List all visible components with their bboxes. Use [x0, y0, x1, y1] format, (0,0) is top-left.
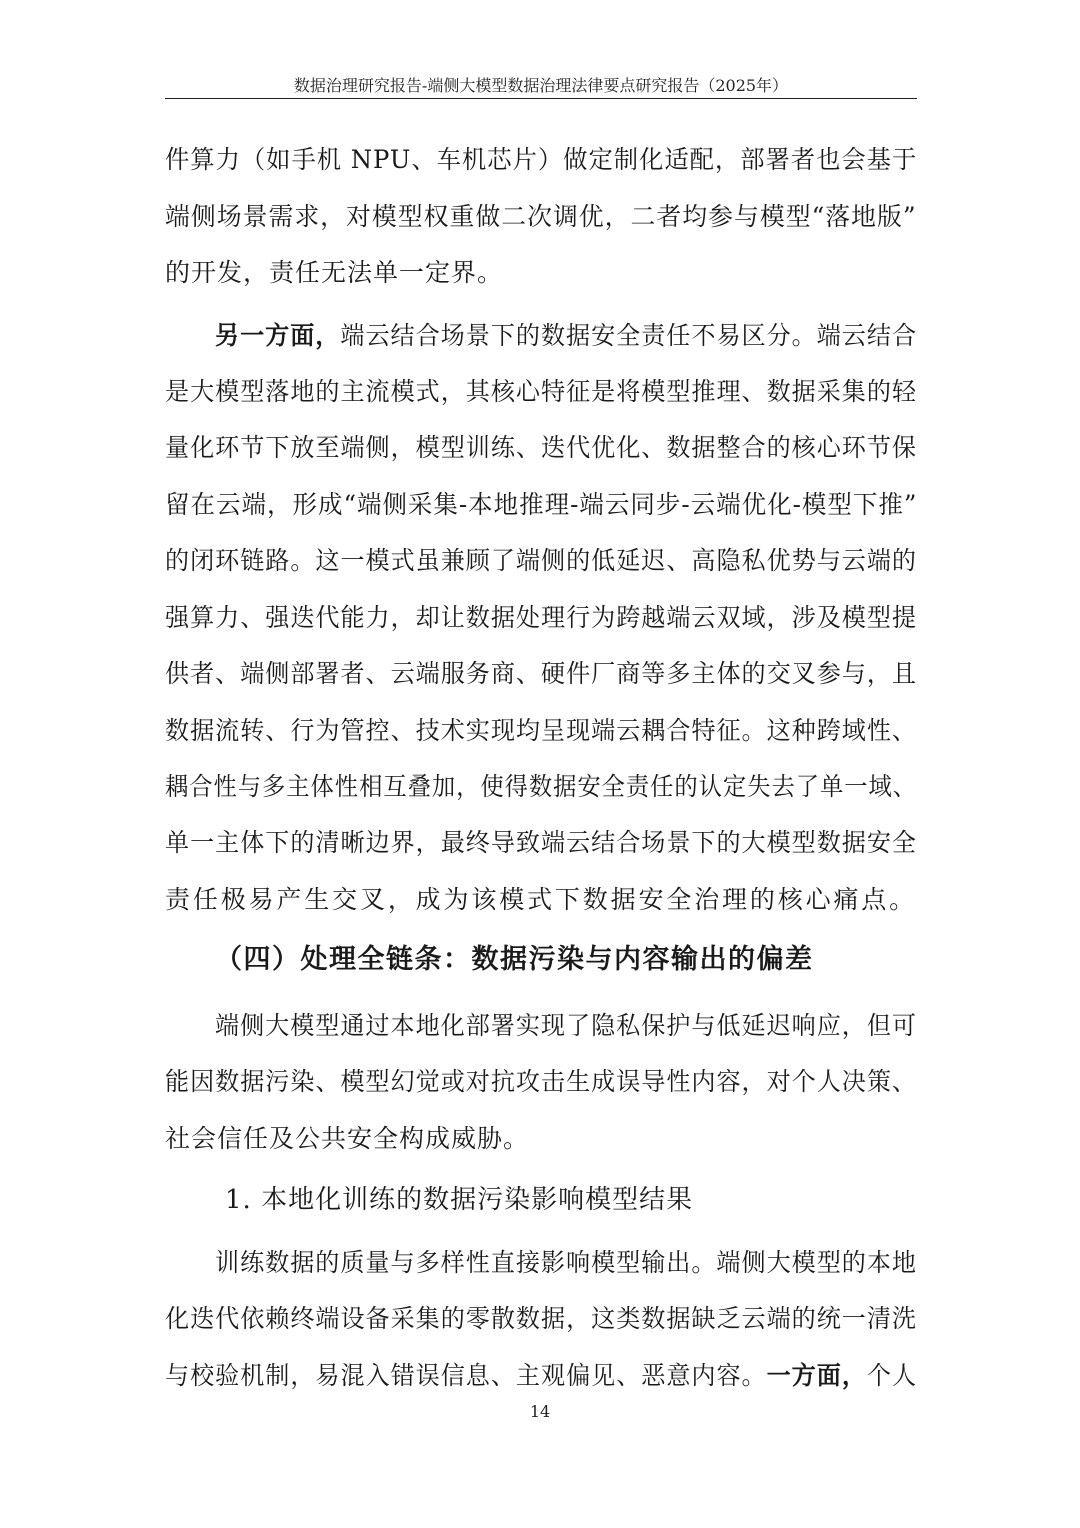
- header-rule: [165, 98, 917, 99]
- subsection-heading: 1. 本地化训练的数据污染影响模型结果: [225, 1185, 694, 1215]
- text-line: 留在云端，形成“端侧采集-本地推理-端云同步-云端优化-模型下推”: [165, 490, 918, 519]
- text-line: 数据流转、行为管控、技术实现均呈现端云耦合特征。这种跨域性、: [165, 716, 918, 745]
- text-line: 是大模型落地的主流模式，其核心特征是将模型推理、数据采集的轻: [165, 377, 918, 406]
- text-line: 强算力、强迭代能力，却让数据处理行为跨越端云双域，涉及模型提: [165, 603, 918, 632]
- text-line: 供者、端侧部署者、云端服务商、硬件厂商等多主体的交叉参与，且: [165, 659, 918, 688]
- text-line: 耦合性与多主体性相互叠加，使得数据安全责任的认定失去了单一域、: [165, 772, 918, 801]
- text-line: 的闭环链路。这一模式虽兼顾了端侧的低延迟、高隐私优势与云端的: [165, 546, 918, 575]
- text-line: 端侧场景需求，对模型权重做二次调优，二者均参与模型“落地版”: [165, 202, 917, 231]
- text-line: 责任极易产生交叉，成为该模式下数据安全治理的核心痛点。: [165, 885, 918, 914]
- text-line: 能因数据污染、模型幻觉或对抗攻击生成误导性内容，对个人决策、: [165, 1067, 918, 1096]
- text-line: 化迭代依赖终端设备采集的零散数据，这类数据缺乏云端的统一清洗: [165, 1304, 918, 1333]
- text-line: 量化环节下放至端侧，模型训练、迭代优化、数据整合的核心环节保: [165, 433, 918, 462]
- text-line: 件算力（如手机 NPU、车机芯片）做定制化适配，部署者也会基于: [165, 145, 918, 174]
- text-line: 另一方面，端云结合场景下的数据安全责任不易区分。端云结合: [215, 321, 918, 350]
- text-line: 与校验机制，易混入错误信息、主观偏见、恶意内容。一方面，个人: [165, 1361, 918, 1390]
- running-header: 数据治理研究报告-端侧大模型数据治理法律要点研究报告（2025年）: [293, 76, 789, 95]
- text-line: 单一主体下的清晰边界，最终导致端云结合场景下的大模型数据安全: [165, 828, 918, 857]
- bold-lead: 另一方面，: [215, 321, 341, 350]
- page-number: 14: [529, 1402, 551, 1421]
- section-heading: （四）处理全链条：数据污染与内容输出的偏差: [215, 944, 814, 975]
- text-line: 训练数据的质量与多样性直接影响模型输出。端侧大模型的本地: [215, 1248, 918, 1277]
- text-line: 社会信任及公共安全构成威胁。: [165, 1124, 530, 1153]
- text-line: 的开发，责任无法单一定界。: [165, 258, 504, 287]
- text-line: 端侧大模型通过本地化部署实现了隐私保护与低延迟响应，但可: [215, 1011, 918, 1040]
- bold-lead: 一方面，: [766, 1361, 867, 1390]
